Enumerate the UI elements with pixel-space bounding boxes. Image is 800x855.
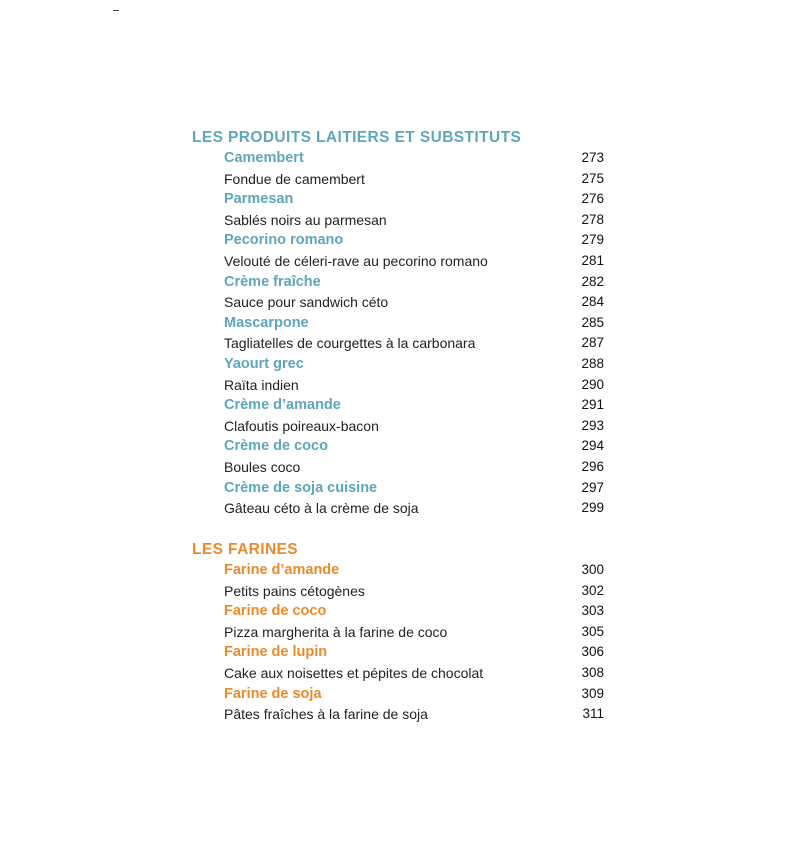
entry-page-number: 273: [581, 150, 604, 165]
toc-section-farines: [192, 539, 604, 725]
entry-label: Crème d’amande: [224, 397, 341, 414]
toc-chapter-entry[interactable]: [224, 560, 604, 581]
toc-recipe-entry[interactable]: [224, 704, 604, 725]
entry-label: Gâteau céto à la crème de soja: [224, 500, 419, 517]
toc-chapter-entry[interactable]: [224, 354, 604, 375]
entry-label: Crème de coco: [224, 438, 328, 455]
toc-recipe-entry[interactable]: [224, 375, 604, 396]
entry-label: Boules coco: [224, 458, 301, 475]
section-title: LES PRODUITS LAITIERS ET SUBSTITUTS: [192, 129, 522, 146]
entry-page-number: 287: [581, 335, 604, 351]
entry-page-number: 293: [581, 417, 604, 433]
toc-recipe-entry[interactable]: [224, 169, 604, 190]
entry-page-number: 303: [581, 603, 604, 619]
entry-page-number: 296: [581, 458, 604, 474]
entry-label: Fondue de camembert: [224, 170, 365, 187]
entry-page-number: 279: [581, 232, 604, 248]
entry-label: Pizza margherita à la farine de coco: [224, 623, 448, 640]
entry-label: Raïta indien: [224, 376, 299, 393]
toc-recipe-entry[interactable]: [224, 333, 604, 354]
entry-label: Farine d’amande: [224, 562, 340, 578]
entry-page-number: 284: [581, 294, 604, 310]
entry-page-number: 282: [581, 273, 604, 289]
entry-page-number: 291: [581, 397, 604, 413]
entry-page-number: 290: [581, 376, 604, 392]
entry-label: Crème de soja cuisine: [224, 479, 378, 496]
page-mark: [113, 10, 119, 11]
entry-label: Pâtes fraîches à la farine de soja: [224, 706, 428, 723]
toc-recipe-entry[interactable]: [224, 457, 604, 478]
entry-page-number: 302: [581, 582, 604, 598]
toc-chapter-entry[interactable]: [224, 478, 604, 499]
toc-recipe-entry[interactable]: [224, 581, 604, 602]
entry-page-number: 297: [581, 479, 604, 495]
toc-chapter-entry[interactable]: [224, 272, 604, 293]
entry-page-number: 276: [581, 191, 604, 207]
toc-section-produits-laitiers: [192, 127, 604, 519]
entry-label: Cake aux noisettes et pépites de chocolat: [224, 664, 484, 681]
entry-page-number: 299: [581, 500, 604, 516]
entry-label: Camembert: [224, 150, 304, 166]
entry-page-number: 305: [581, 623, 604, 639]
entry-label: Farine de coco: [224, 603, 327, 620]
toc-chapter-entry[interactable]: [224, 395, 604, 416]
entry-label: Sauce pour sandwich céto: [224, 294, 389, 311]
entry-page-number: 278: [581, 211, 604, 227]
toc-chapter-entry[interactable]: [224, 189, 604, 210]
toc-chapter-entry[interactable]: [224, 148, 604, 169]
entry-label: Tagliatelles de courgettes à la carbonara: [224, 335, 476, 352]
toc-recipe-entry[interactable]: [224, 416, 604, 437]
entry-label: Crème fraîche: [224, 273, 321, 290]
toc-chapter-entry[interactable]: [224, 601, 604, 622]
section-title: LES FARINES: [192, 541, 299, 558]
entry-page-number: 275: [581, 170, 604, 186]
entry-label: Petits pains cétogènes: [224, 582, 365, 599]
entry-page-number: 309: [581, 685, 604, 701]
entry-label: Sablés noirs au parmesan: [224, 211, 387, 228]
entry-label: Yaourt grec: [224, 355, 304, 372]
entry-page-number: 285: [581, 314, 604, 330]
toc-chapter-entry[interactable]: [224, 313, 604, 334]
toc-recipe-entry[interactable]: [224, 210, 604, 231]
entry-label: Velouté de céleri-rave au pecorino romano: [224, 252, 488, 269]
entry-page-number: 281: [581, 252, 604, 268]
entry-page-number: 308: [581, 664, 604, 680]
entry-page-number: 288: [581, 355, 604, 371]
entry-page-number: 311: [582, 706, 604, 722]
entry-label: Pecorino romano: [224, 232, 344, 249]
toc-chapter-entry[interactable]: [224, 230, 604, 251]
toc-recipe-entry[interactable]: [224, 251, 604, 272]
entry-label: Farine de lupin: [224, 644, 328, 661]
entry-page-number: 294: [581, 438, 604, 454]
entry-label: Mascarpone: [224, 314, 309, 331]
toc-recipe-entry[interactable]: [224, 498, 604, 519]
entry-page-number: 306: [581, 644, 604, 660]
entry-label: Clafoutis poireaux-bacon: [224, 417, 379, 434]
toc-chapter-entry[interactable]: [224, 436, 604, 457]
entry-page-number: 300: [581, 562, 604, 577]
toc-recipe-entry[interactable]: [224, 622, 604, 643]
entry-label: Farine de soja: [224, 685, 322, 702]
toc-recipe-entry[interactable]: [224, 292, 604, 313]
toc-recipe-entry[interactable]: [224, 663, 604, 684]
toc-chapter-entry[interactable]: [224, 684, 604, 705]
entry-label: Parmesan: [224, 191, 294, 208]
toc-chapter-entry[interactable]: [224, 642, 604, 663]
